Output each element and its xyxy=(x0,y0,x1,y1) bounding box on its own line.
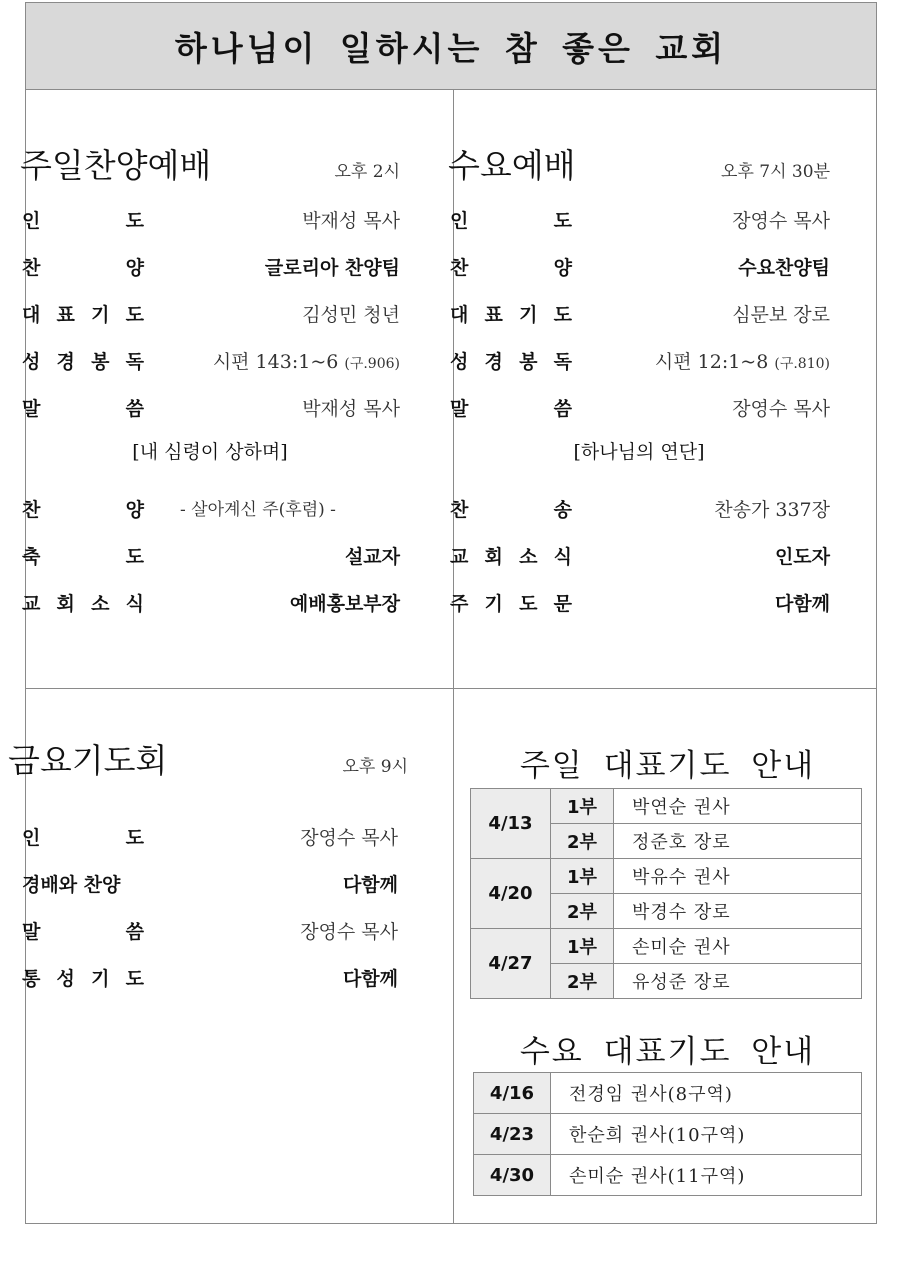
order-value xyxy=(655,347,830,374)
order-value: 인도자 xyxy=(774,546,830,568)
order-label: 교 회 소 식 xyxy=(22,593,144,615)
order-value: 다함께 xyxy=(342,968,398,990)
name-cell: 박경수 장로 xyxy=(614,894,862,929)
church-banner: 하나님이 일하시는 참 좋은 교회 xyxy=(26,3,876,90)
hymn-ref: (구.810) xyxy=(774,356,830,372)
part-cell: 2부 xyxy=(551,964,614,999)
order-value: 장영수 목사 xyxy=(732,210,830,232)
name-cell: 박연순 권사 xyxy=(614,789,862,824)
friday-service-title: 금요기도회 xyxy=(8,741,168,780)
order-value: 심문보 장로 xyxy=(732,304,830,326)
hymn-ref: (구.906) xyxy=(344,356,400,372)
date-cell: 4/30 xyxy=(474,1155,551,1196)
scripture-ref: 시편 12:1~8 xyxy=(654,351,769,373)
part-cell: 1부 xyxy=(551,929,614,964)
order-value: 장영수 목사 xyxy=(300,827,398,849)
order-label: 말 씀 xyxy=(22,921,144,943)
order-value: 다함께 xyxy=(774,593,830,615)
order-label: 성 경 봉 독 xyxy=(450,351,572,373)
order-row xyxy=(20,954,398,1001)
name-cell: 정준호 장로 xyxy=(614,824,862,859)
name-cell: 전경임 권사(8구역) xyxy=(551,1073,862,1114)
order-row xyxy=(20,337,400,384)
order-row xyxy=(20,485,400,532)
order-label: 대 표 기 도 xyxy=(22,304,144,326)
table-row xyxy=(471,929,862,964)
sunday-prayer-title: 주일 대표기도 안내 xyxy=(519,748,816,784)
order-value: 글로리아 찬양팀 xyxy=(264,257,400,279)
order-label: 통 성 기 도 xyxy=(22,968,144,990)
row-divider xyxy=(26,688,876,689)
sermon-title: [하나님의 연단] xyxy=(573,441,705,463)
order-row xyxy=(20,196,400,243)
order-row xyxy=(448,290,830,337)
order-row xyxy=(20,813,398,860)
order-label: 인 도 xyxy=(450,210,572,232)
order-value: 예배홍보부장 xyxy=(289,593,400,615)
order-row xyxy=(20,290,400,337)
order-label: 인 도 xyxy=(22,210,144,232)
table-row xyxy=(471,789,862,824)
name-cell: 유성준 장로 xyxy=(614,964,862,999)
wednesday-service-time: 오후 7시 30분 xyxy=(721,162,830,182)
order-label: 찬 양 xyxy=(22,499,144,521)
friday-title-row xyxy=(8,735,408,791)
sunday-service-time: 오후 2시 xyxy=(334,162,400,182)
order-value: 김성민 청년 xyxy=(302,304,400,326)
sunday-service-title: 주일찬양예배 xyxy=(20,146,212,185)
order-value: 박재성 목사 xyxy=(302,210,400,232)
order-row xyxy=(20,384,400,431)
wednesday-service-panel xyxy=(448,140,830,626)
part-cell: 1부 xyxy=(551,859,614,894)
name-cell: 박유수 권사 xyxy=(614,859,862,894)
order-value xyxy=(213,347,400,374)
order-row xyxy=(448,579,830,626)
order-value: 설교자 xyxy=(344,546,400,568)
order-value: 장영수 목사 xyxy=(732,398,830,420)
name-cell: 손미순 권사(11구역) xyxy=(551,1155,862,1196)
date-cell: 4/13 xyxy=(471,789,551,859)
order-label: 찬 양 xyxy=(22,257,144,279)
sermon-title: [내 심령이 상하며] xyxy=(132,441,288,463)
wednesday-prayer-table xyxy=(473,1072,862,1196)
order-label: 말 씀 xyxy=(450,398,572,420)
order-row xyxy=(448,384,830,431)
order-label: 말 씀 xyxy=(22,398,144,420)
order-label: 찬 송 xyxy=(450,499,572,521)
order-label: 인 도 xyxy=(22,827,144,849)
table-row xyxy=(474,1155,862,1196)
sunday-title-row xyxy=(20,140,400,196)
order-row xyxy=(448,532,830,579)
date-cell: 4/23 xyxy=(474,1114,551,1155)
order-row xyxy=(448,196,830,243)
date-cell: 4/16 xyxy=(474,1073,551,1114)
sunday-service-panel xyxy=(20,140,400,626)
wednesday-service-title: 수요예배 xyxy=(448,146,576,185)
name-cell: 한순희 권사(10구역) xyxy=(551,1114,862,1155)
order-label: 찬 양 xyxy=(450,257,572,279)
wednesday-prayer-title: 수요 대표기도 안내 xyxy=(519,1034,816,1070)
order-row xyxy=(20,243,400,290)
order-value: 박재성 목사 xyxy=(302,398,400,420)
part-cell: 2부 xyxy=(551,894,614,929)
wednesday-title-row xyxy=(448,140,830,196)
order-row xyxy=(448,485,830,532)
order-value: 찬송가 337장 xyxy=(714,499,830,521)
sunday-prayer-table xyxy=(470,788,862,999)
table-row xyxy=(474,1073,862,1114)
part-cell: 1부 xyxy=(551,789,614,824)
order-row xyxy=(448,243,830,290)
order-row xyxy=(20,532,400,579)
order-row xyxy=(20,579,400,626)
order-label: 축 도 xyxy=(22,546,144,568)
order-value: 수요찬양팀 xyxy=(738,257,830,279)
scripture-ref: 시편 143:1~6 xyxy=(212,351,339,373)
order-row xyxy=(20,907,398,954)
order-value: - 살아계신 주(후렴) - xyxy=(180,500,336,520)
friday-service-time: 오후 9시 xyxy=(342,757,408,777)
date-cell: 4/20 xyxy=(471,859,551,929)
order-label: 교 회 소 식 xyxy=(450,546,572,568)
table-row xyxy=(471,859,862,894)
order-label: 주 기 도 문 xyxy=(450,593,572,615)
part-cell: 2부 xyxy=(551,824,614,859)
order-value: 다함께 xyxy=(342,874,398,896)
order-row xyxy=(448,337,830,384)
order-row xyxy=(20,860,398,907)
order-value: 장영수 목사 xyxy=(300,921,398,943)
order-label: 성 경 봉 독 xyxy=(22,351,144,373)
table-row xyxy=(474,1114,862,1155)
order-label: 경배와 찬양 xyxy=(22,874,121,896)
friday-prayer-panel xyxy=(8,735,408,1001)
name-cell: 손미순 권사 xyxy=(614,929,862,964)
order-label: 대 표 기 도 xyxy=(450,304,572,326)
date-cell: 4/27 xyxy=(471,929,551,999)
